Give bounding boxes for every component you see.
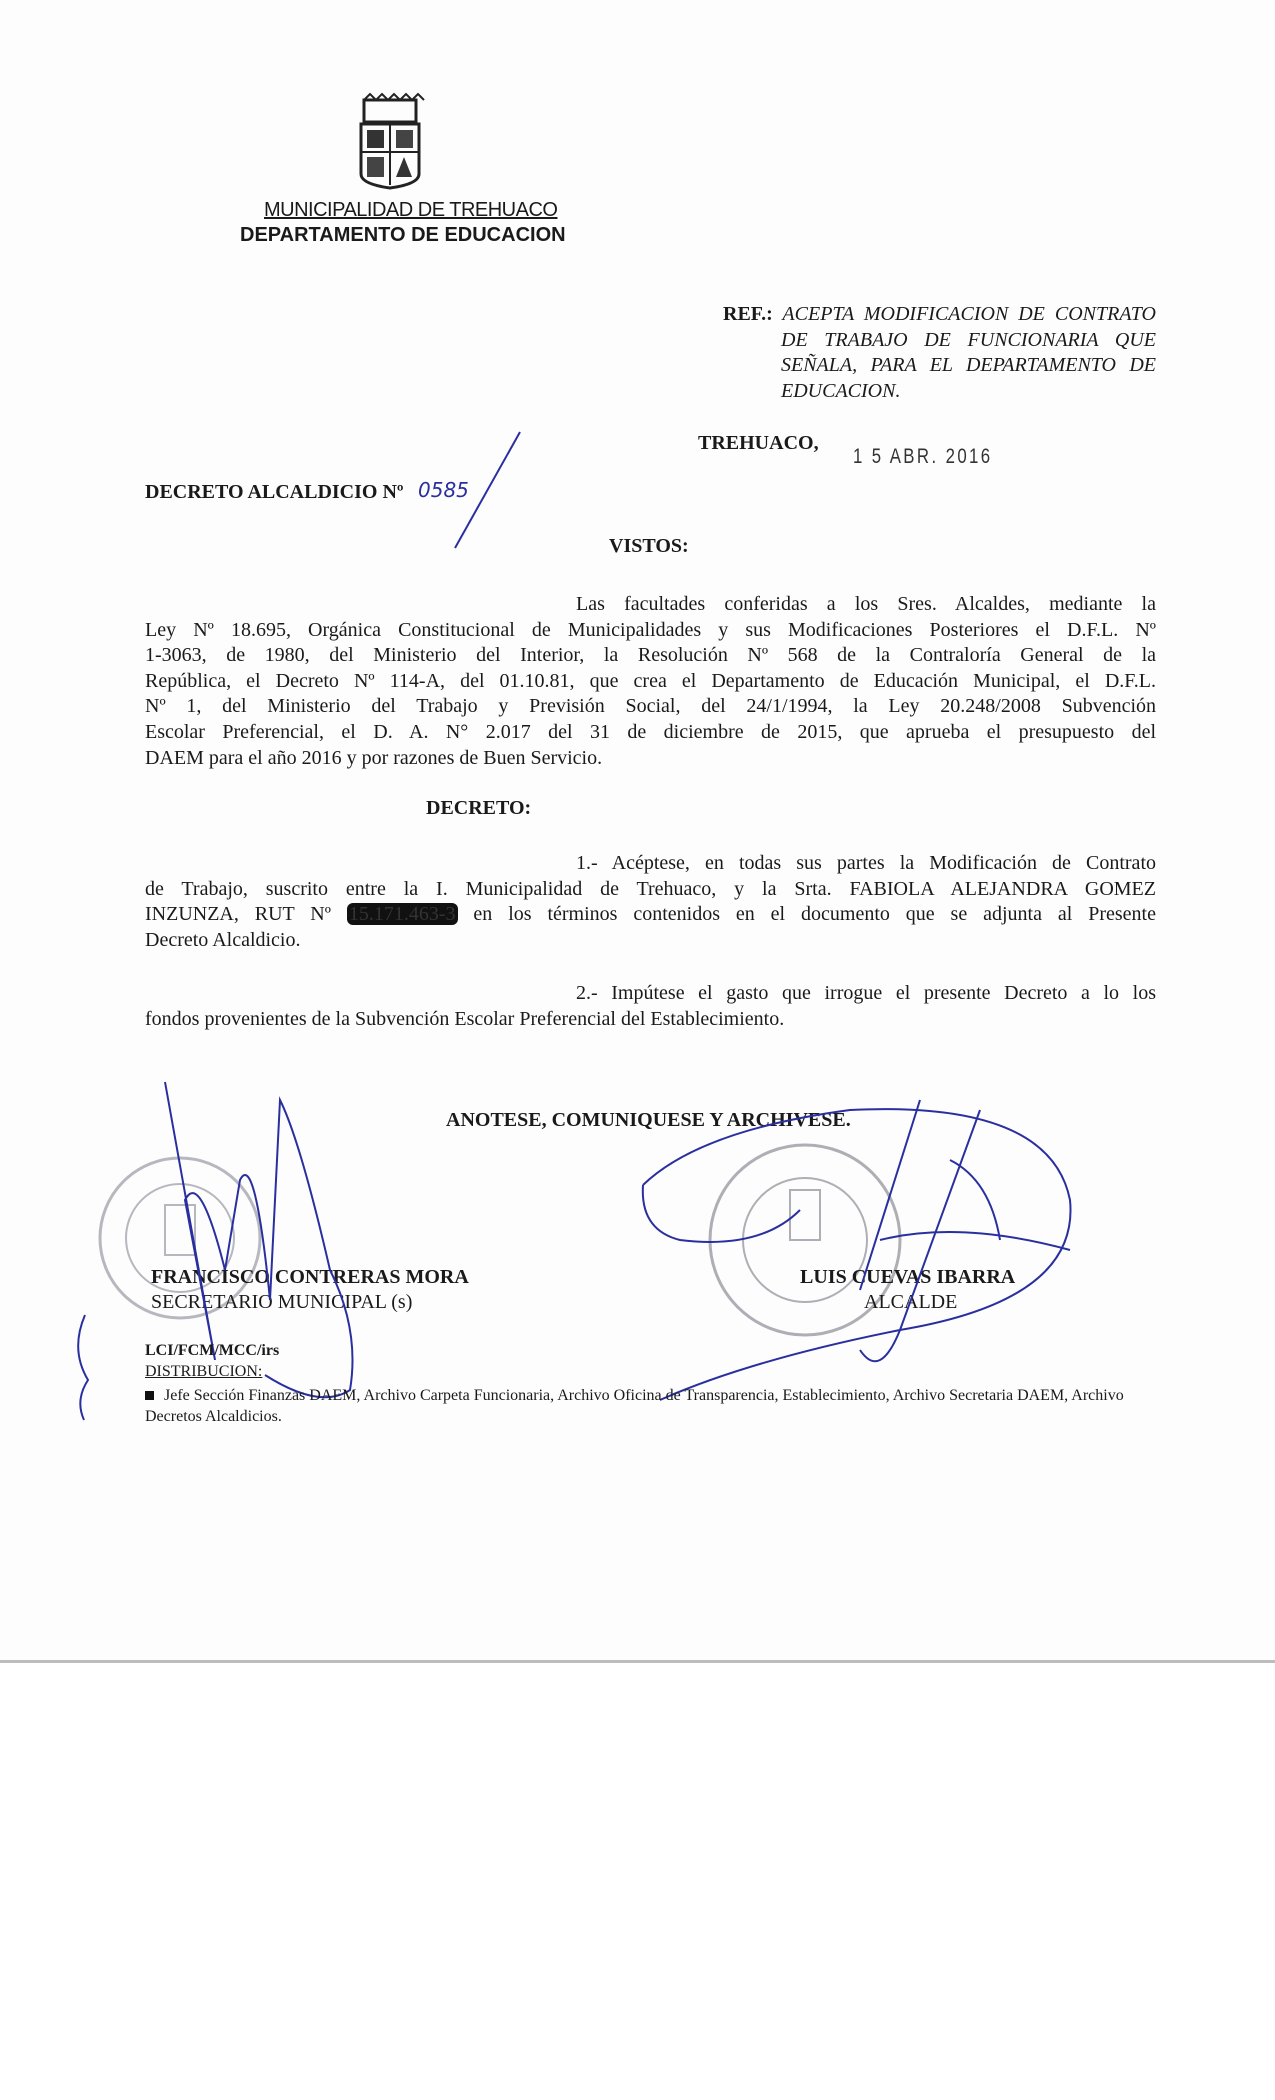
text-line: DAEM para el año 2016 y por razones de Buen Servicio. bbox=[145, 746, 603, 769]
text-line: de Trabajo, suscrito entre la I. Municipalidad de Trehuaco, y la Srta. FABIOLA ALEJANDRA GOMEZ bbox=[145, 877, 1156, 900]
decree-number-slash bbox=[455, 432, 520, 548]
initials-reference: LCI/FCM/MCC/irs bbox=[145, 1342, 280, 1359]
text-line: 2.- Impútese el gasto que irrogue el presente Decreto a lo los bbox=[576, 982, 1156, 1004]
distribution-heading: DISTRIBUCION: bbox=[145, 1363, 263, 1380]
bullet-icon bbox=[145, 1391, 154, 1400]
distribution-list bbox=[145, 1385, 1156, 1427]
municipality-name: MUNICIPALIDAD DE TREHUACO bbox=[264, 199, 558, 221]
text-line: INZUNZA, RUT Nº 15.171.463-3 en los términos contenidos en el documento que se adjunta al Presente bbox=[145, 903, 1156, 926]
secretary-role: SECRETARIO MUNICIPAL (s) bbox=[151, 1291, 413, 1313]
text-line: Escolar Preferencial, el D. A. N° 2.017 del 31 de diciembre de 2015, que aprueba el presupuesto del bbox=[145, 720, 1156, 743]
vistos-heading: VISTOS: bbox=[609, 535, 689, 557]
closing-formula: ANOTESE, COMUNIQUESE Y ARCHIVESE. bbox=[446, 1109, 851, 1131]
mayor-name: LUIS CUEVAS IBARRA bbox=[800, 1266, 1016, 1288]
text-line: Decreto Alcaldicio. bbox=[145, 928, 301, 951]
ref-line: SEÑALA, PARA EL DEPARTAMENTO DE bbox=[781, 354, 1156, 376]
text-line: Nº 1, del Ministerio del Trabajo y Previsión Social, del 24/1/1994, la Ley 20.248/2008 Subvención bbox=[145, 695, 1156, 718]
text-line: fondos provenientes de la Subvención Escolar Preferencial del Establecimiento. bbox=[145, 1007, 785, 1030]
text-line: 1-3063, de 1980, del Ministerio del Interior, la Resolución Nº 568 de la Contraloría General de la bbox=[145, 644, 1156, 667]
ref-line: DE TRABAJO DE FUNCIONARIA QUE bbox=[781, 328, 1156, 351]
place-label: TREHUACO, bbox=[698, 432, 819, 454]
text-line: 1.- Acéptese, en todas sus partes la Modificación de Contrato bbox=[576, 852, 1156, 874]
department-name: DEPARTAMENTO DE EDUCACION bbox=[240, 224, 566, 246]
ref-line: EDUCACION. bbox=[781, 379, 901, 402]
mayor-signature bbox=[643, 1100, 1071, 1400]
ref-label: REF.: bbox=[723, 303, 773, 325]
decree-number-handwritten: 0585 bbox=[418, 478, 469, 502]
text-line: Ley Nº 18.695, Orgánica Constitucional de Municipalidades y sus Modificaciones Posteriores el D.F.L. Nº bbox=[145, 618, 1156, 641]
initials-mark bbox=[78, 1315, 88, 1420]
mayor-role: ALCALDE bbox=[864, 1291, 958, 1313]
text-line: República, el Decreto Nº 114-A, del 01.10.81, que crea el Departamento de Educación Municipal, el D.F.L. bbox=[145, 669, 1156, 692]
decree-number-label: DECRETO ALCALDICIO Nº bbox=[145, 481, 404, 503]
date-stamp: 1 5 ABR. 2016 bbox=[853, 445, 993, 468]
redacted-rut: 15.171.463-3 bbox=[348, 903, 456, 926]
decreto-heading: DECRETO: bbox=[426, 797, 532, 819]
text-line: Las facultades conferidas a los Sres. Alcaldes, mediante la bbox=[576, 593, 1156, 615]
distribution-text: Jefe Sección Finanzas DAEM, Archivo Carpeta Funcionaria, Archivo Oficina de Transparencia, Establecimiento, Archivo Secretaria DAEM, Archivo Decretos Alcaldicios. bbox=[145, 1387, 1124, 1425]
secretary-name: FRANCISCO CONTRERAS MORA bbox=[151, 1266, 469, 1288]
ref-line: REF.: ACEPTA MODIFICACION DE CONTRATO bbox=[723, 303, 1156, 325]
